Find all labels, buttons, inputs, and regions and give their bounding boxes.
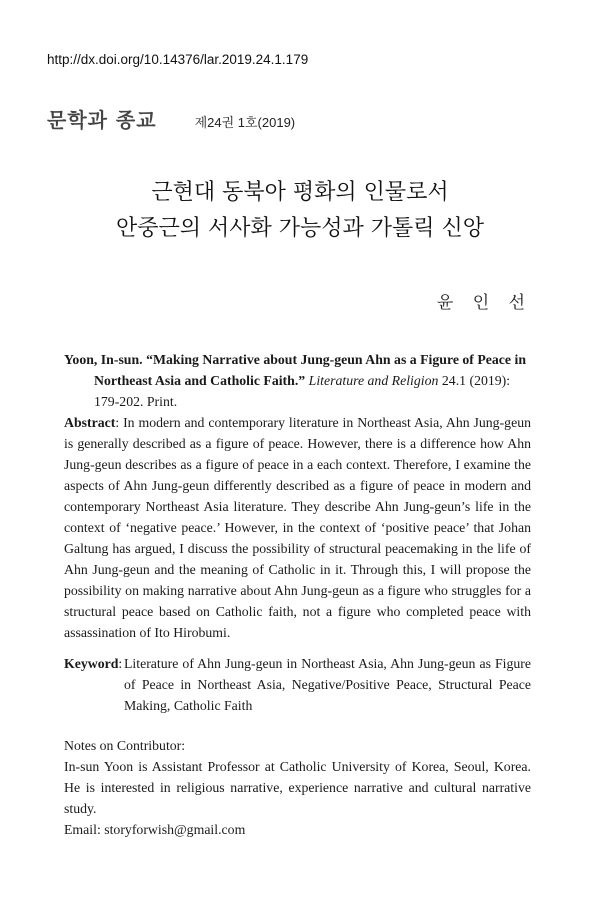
notes-email: Email: storyforwish@gmail.com (64, 822, 246, 837)
keyword-colon: : (118, 656, 123, 671)
journal-header (47, 104, 295, 133)
keyword-label: Keyword (64, 656, 119, 671)
notes-heading: Notes on Contributor: (64, 738, 186, 753)
citation-title-b: Northeast Asia and Catholic Faith.” (94, 373, 306, 388)
title-line-2: 안중근의 서사화 가능성과 가톨릭 신앙 (115, 216, 484, 241)
author-name-korean: 윤 인 선 (436, 293, 532, 313)
doi-link: http://dx.doi.org/10.14376/lar.2019.24.1.179 (47, 52, 309, 67)
citation-pages: 179-202. Print. (94, 394, 178, 409)
keyword-text: Literature of Ahn Jung-geun in Northeast Asia, Ahn Jung-geun as Figure of Peace in Northeast Asia, Negative/Positive Peace, Structural Peace Making, Catholic Faith (124, 656, 531, 713)
journal-logo: 문학과 종교 (47, 108, 157, 132)
citation-volume-year: 24.1 (2019): (441, 373, 511, 388)
notes-bio: In-sun Yoon is Assistant Professor at Catholic University of Korea, Seoul, Korea. He is interested in religious narrative, experience narrative and cultural narrative study. (64, 759, 531, 816)
issue-info: 제24권 1호(2019) (194, 115, 296, 130)
contributor-notes (64, 735, 531, 840)
article-title (0, 175, 600, 247)
citation-authors: Yoon, In-sun. (64, 352, 143, 367)
citation-journal: Literature and Religion (308, 373, 439, 388)
abstract-text: : In modern and contemporary literature in Northeast Asia, Ahn Jung-geun is generally described as a figure of peace. However, there is a difference how Ahn Jung-geun describes as a figure of peace in a each context. Therefore, I examine the aspects of Ahn Jung-geun differently described as a figure of peace in modern and contemporary Northeast Asia literature. They describe Ahn Jung-geun’s life in the context of ‘negative peace.’ However, in the context of ‘positive peace’ that Johan Galtung has argued, I discuss the possibility of structural peacemaking in the life of Ahn Jung-geun and the meaning of Catholic in it. Through this, I will propose the possibility on making narrative about Ahn Jung-geun as a figure who struggles for a structural peace based on Catholic faith, not a figure who completed peace with assassination of Ito Hirobumi. (64, 415, 531, 640)
citation-title-a: “Making Narrative about Jung-geun Ahn as a Figure of Peace in (146, 352, 526, 367)
keywords (64, 653, 531, 716)
title-line-1: 근현대 동북아 평화의 인물로서 (151, 180, 449, 205)
abstract-label: Abstract (64, 415, 116, 430)
abstract (64, 412, 531, 643)
citation (64, 349, 531, 412)
